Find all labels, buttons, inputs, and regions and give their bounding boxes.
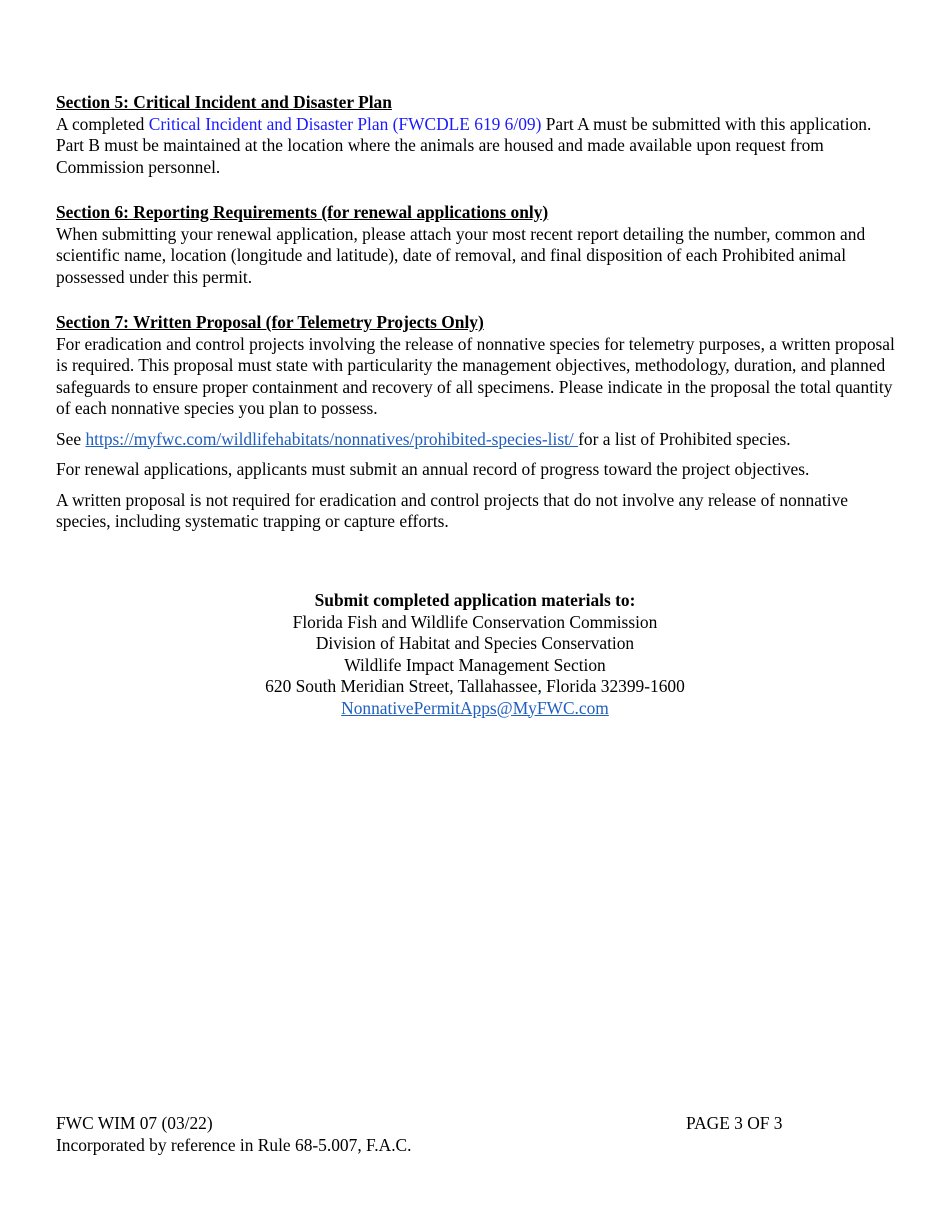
section-7-paragraph-3: For renewal applications, applicants must submit an annual record of progress toward the project objectives. <box>56 459 810 479</box>
prohibited-species-list-link[interactable]: https://myfwc.com/wildlifehabitats/nonnatives/prohibited-species-list/ <box>85 428 579 449</box>
section-6-heading: Section 6: Reporting Requirements (for renewal applications only) <box>56 202 549 222</box>
submit-division: Division of Habitat and Species Conservation <box>315 633 635 653</box>
section-7 <box>56 312 901 533</box>
submit-section: Wildlife Impact Management Section <box>344 654 606 675</box>
section-5-text <box>56 114 901 179</box>
submit-address-block <box>0 590 950 719</box>
submit-address: 620 South Meridian Street, Tallahassee, Florida 32399-1600 <box>265 676 685 696</box>
section-7-paragraph-1: For eradication and control projects involving the release of nonnative species for telemetry purposes, a written proposal is required. This proposal must state with particularity the management objectives, methodology, duration, and planned safeguards to ensure proper containment and recovery of all specimens. Please indicate in the proposal the total quantity of each nonnative species you plan to possess. <box>56 333 895 418</box>
submit-org: Florida Fish and Wildlife Conservation Commission <box>292 611 658 632</box>
see-suffix: for a list of Prohibited species. <box>578 428 791 449</box>
section-5-text-after: Part A must be submitted with this application. Part B must be maintained at the location where the animals are housed and made available upon request from Commission personnel. <box>56 113 872 177</box>
section-7-heading: Section 7: Written Proposal (for Telemetry Projects Only) <box>56 312 484 332</box>
section-7-see-paragraph <box>56 429 901 451</box>
submit-email-link[interactable]: NonnativePermitApps@MyFWC.com <box>341 697 609 718</box>
section-6-text: When submitting your renewal application, please attach your most recent report detailing the number, common and scientific name, location (longitude and latitude), date of removal, and final disposition of each Prohibited animal possessed under this permit. <box>56 223 866 287</box>
rule-reference: Incorporated by reference in Rule 68-5.007, F.A.C. <box>56 1134 412 1155</box>
page-number: PAGE 3 OF 3 <box>686 1113 783 1133</box>
section-5 <box>56 92 901 178</box>
form-id: FWC WIM 07 (03/22) <box>56 1113 213 1133</box>
submit-title: Submit completed application materials to: <box>314 590 636 610</box>
page-content <box>56 92 901 557</box>
section-6 <box>56 202 901 288</box>
section-5-heading: Section 5: Critical Incident and Disaster Plan <box>56 92 392 112</box>
critical-incident-plan-link[interactable]: Critical Incident and Disaster Plan (FWCDLE 619 6/09) <box>148 113 542 134</box>
see-prefix: See <box>56 428 86 449</box>
section-7-paragraph-4: A written proposal is not required for eradication and control projects that do not involve any release of nonnative species, including systematic trapping or capture efforts. <box>56 489 849 531</box>
footer-row <box>56 1113 901 1135</box>
section-5-text-before: A completed <box>56 113 149 134</box>
page-footer <box>56 1113 901 1156</box>
